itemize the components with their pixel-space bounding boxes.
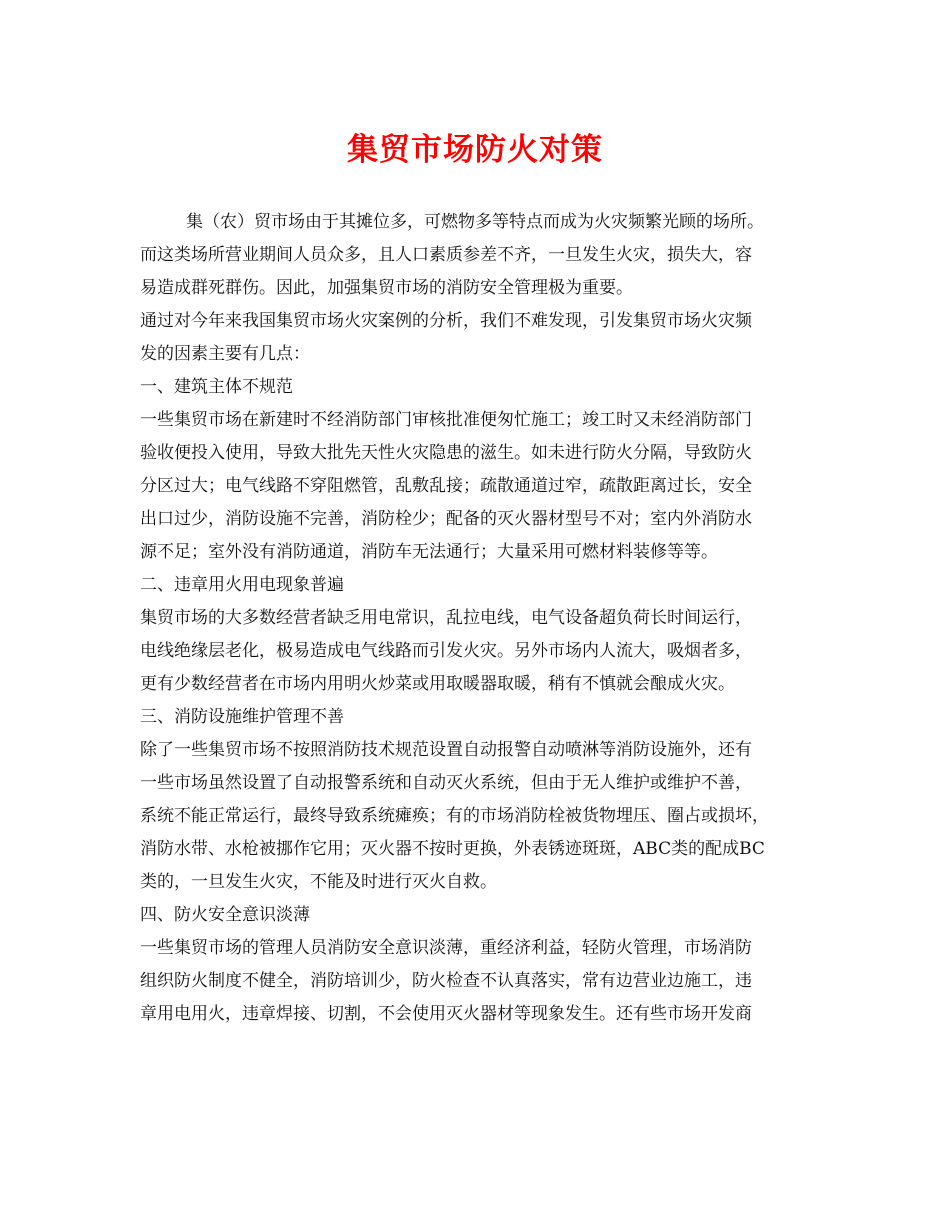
paragraph-line: 通过对今年来我国集贸市场火灾案例的分析，我们不难发现，引发集贸市场火灾频: [140, 311, 752, 331]
paragraph-line: 除了一些集贸市场不按照消防技术规范设置自动报警自动喷淋等消防设施外，还有: [140, 740, 752, 760]
paragraph-line: 而这类场所营业期间人员众多，且人口素质参差不齐，一旦发生火灾，损失大，容: [140, 245, 752, 265]
section-heading: 三、消防设施维护管理不善: [140, 707, 344, 727]
paragraph-line: 出口过少，消防设施不完善，消防栓少；配备的灭火器材型号不对；室内外消防水: [140, 509, 752, 529]
section-heading: 一、建筑主体不规范: [140, 377, 293, 397]
paragraph-line: 一些集贸市场在新建时不经消防部门审核批准便匆忙施工；竣工时又未经消防部门: [140, 410, 752, 430]
paragraph-line: 源不足；室外没有消防通道，消防车无法通行；大量采用可燃材料装修等等。: [140, 542, 718, 562]
paragraph-line: 消防水带、水枪被挪作它用；灭火器不按时更换，外表锈迹斑斑，ABC类的配成BC: [140, 839, 765, 859]
paragraph-line: 章用电用火，违章焊接、切割，不会使用灭火器材等现象发生。还有些市场开发商: [140, 1004, 752, 1024]
paragraph-line: 电线绝缘层老化，极易造成电气线路而引发火灾。另外市场内人流大，吸烟者多，: [140, 641, 752, 661]
document-body: [140, 206, 840, 1031]
section-heading: 四、防火安全意识淡薄: [140, 905, 310, 925]
paragraph-line: 集贸市场的大多数经营者缺乏用电常识，乱拉电线，电气设备超负荷长时间运行，: [140, 608, 752, 628]
paragraph-line: 类的，一旦发生火灾，不能及时进行灭火自救。: [140, 872, 497, 892]
paragraph-line: 一些市场虽然设置了自动报警系统和自动灭火系统，但由于无人维护或维护不善，: [140, 773, 752, 793]
paragraph-line: 更有少数经营者在市场内用明火炒菜或用取暖器取暖，稍有不慎就会酿成火灾。: [140, 674, 735, 694]
paragraph-line: 系统不能正常运行，最终导致系统瘫痪；有的市场消防栓被货物埋压、圈占或损坏，: [140, 806, 769, 826]
paragraph-line: 验收便投入使用，导致大批先天性火灾隐患的滋生。如未进行防火分隔，导致防火: [140, 443, 752, 463]
paragraph-line: 一些集贸市场的管理人员消防安全意识淡薄，重经济利益，轻防火管理，市场消防: [140, 938, 752, 958]
paragraph-line: 发的因素主要有几点：: [140, 344, 310, 364]
paragraph-line: 集（农）贸市场由于其摊位多，可燃物多等特点而成为火灾频繁光顾的场所。: [186, 212, 764, 232]
paragraph-line: 易造成群死群伤。因此，加强集贸市场的消防安全管理极为重要。: [140, 278, 633, 298]
section-heading: 二、违章用火用电现象普遍: [140, 575, 344, 595]
document-title: 集贸市场防火对策: [347, 132, 603, 168]
paragraph-line: 分区过大；电气线路不穿阻燃管，乱敷乱接；疏散通道过窄，疏散距离过长，安全: [140, 476, 752, 496]
paragraph-line: 组织防火制度不健全，消防培训少，防火检查不认真落实，常有边营业边施工，违: [140, 971, 752, 991]
